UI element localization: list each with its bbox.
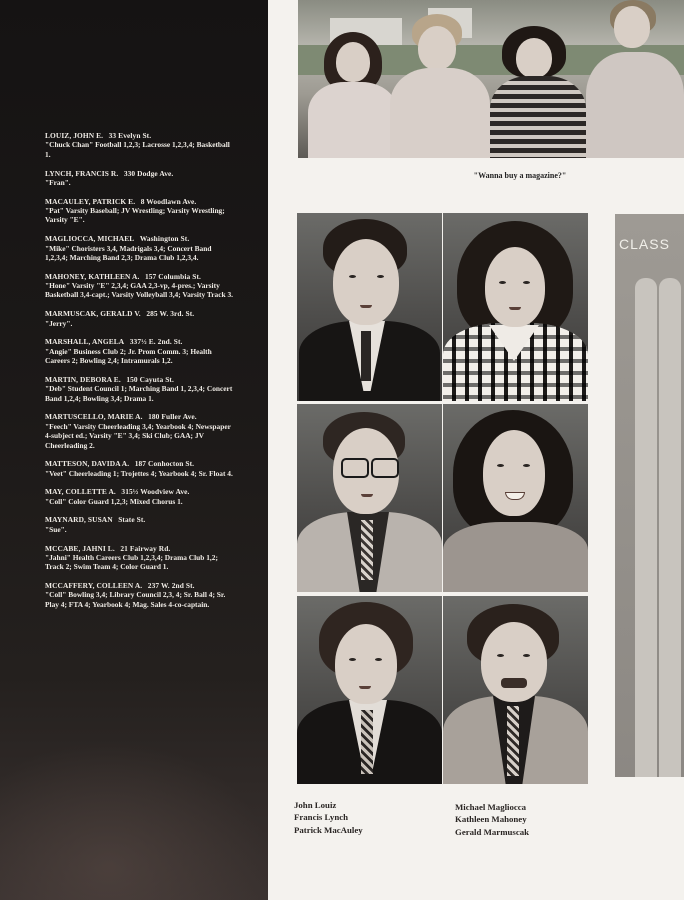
student-figure [486, 26, 586, 158]
bio-entry [45, 234, 233, 262]
bio-address: 187 Conhocton St. [134, 459, 195, 469]
portrait-name: John Louiz [294, 800, 337, 810]
bio-address: 33 Evelyn St. [108, 131, 152, 140]
portrait-john-louiz [297, 213, 442, 401]
bio-entry [45, 337, 233, 365]
bio-name: MARTUSCELLO, MARIE A. [45, 412, 143, 422]
bio-address: 180 Fuller Ave. [148, 412, 197, 422]
bio-entry [45, 272, 233, 300]
bio-details: "Jahni" Health Careers Club 1,2,3,4; Drama Club 1,2; Track 2; Swim Team 4; Color Guard 1. [45, 552, 218, 572]
bio-address: 150 Cayuta St. [126, 374, 174, 384]
bio-details: "Mike" Choristers 3,4, Madrigals 3,4; Concert Band 1,2,3,4; Marching Band 2,3; Drama Club 1,2,3,4. [45, 243, 212, 262]
bio-address: 8 Woodlawn Ave. [140, 196, 197, 206]
bio-name: MATTESON, DAVIDA A. [45, 459, 130, 469]
bio-address: Washington St. [139, 234, 190, 244]
bio-name: LYNCH, FRANCIS R. [45, 168, 119, 178]
bio-details: "Veet" Cheerleading 1; Trojettes 4; Yearbook 4; Sr. Float 4. [45, 468, 233, 478]
bio-name: MAHONEY, KATHLEEN A. [45, 271, 140, 281]
bio-address: State St. [118, 515, 146, 525]
bio-entry [45, 197, 233, 225]
bio-panel [0, 0, 272, 900]
bio-address: 21 Fairway Rd. [120, 543, 171, 553]
bio-address: 157 Columbia St. [144, 271, 201, 281]
bio-details: "Pat" Varsity Baseball; JV Wrestling; Varsity Wrestling; Varsity "E". [45, 206, 225, 225]
bio-details: "Deb" Student Council 1; Marching Band 1, 2,3,4; Concert Band 1,2,4; Bowling 3,4; Drama 1. [45, 384, 233, 403]
bio-address: 285 W. 3rd. St. [146, 309, 195, 319]
bio-address: 315½ Woodview Ave. [121, 487, 190, 497]
bio-name: MARSHALL, ANGELA [45, 337, 125, 347]
portrait-michael-magliocca [443, 404, 588, 592]
bio-entry [45, 581, 233, 609]
candid-group-photo [298, 0, 684, 158]
portrait-francis-lynch [297, 596, 442, 784]
class-sign-text: CLASS [619, 236, 670, 252]
bio-details: "Angie" Business Club 2; Jr. Prom Comm. 3; Health Careers 2; Bowling 2,4; Intramurals 1,2. [45, 346, 212, 366]
bio-list [45, 131, 233, 619]
bio-name: MARTIN, DEBORA E. [45, 374, 121, 384]
bio-name: MAGLIOCCA, MICHAEL [45, 234, 135, 244]
class-sign-photo [615, 214, 684, 777]
bio-entry [45, 412, 233, 450]
student-figure [308, 30, 398, 158]
bio-address: 337½ E. 2nd. St. [129, 337, 183, 347]
bio-entry [45, 515, 233, 534]
bio-name: MARMUSCAK, GERALD V. [45, 309, 141, 319]
bio-entry [45, 544, 233, 572]
portrait-gerald-marmuscak [443, 596, 588, 784]
bio-entry [45, 169, 233, 188]
bio-name: MCCAFFERY, COLLEEN A. [45, 581, 143, 591]
portrait-names-right [455, 801, 605, 838]
bio-entry [45, 459, 233, 478]
bio-details: "Sue". [45, 524, 67, 534]
bio-name: MAYNARD, SUSAN [45, 515, 113, 525]
bio-details: "Chuck Chan" Football 1,2,3; Lacrosse 1,2,3,4; Basketball 1. [45, 140, 230, 159]
student-figure [586, 0, 684, 158]
portrait-name: Michael Magliocca [455, 802, 527, 812]
bio-address: 330 Dodge Ave. [123, 168, 174, 178]
bio-details: "Hone" Varsity "E" 2,3,4; GAA 2,3-vp, 4-pres.; Varsity Basketball 3,4-capt.; Varsity Volleyball 3,4; Varsity Track 3. [45, 281, 233, 300]
bio-details: "Feech" Varsity Cheerleading 3,4; Yearbook 4; Newspaper 4-subject ed.; Varsity "E" 3,4; Ski Club; GAA; JV Cheerleading 2. [45, 421, 231, 450]
bio-name: MAY, COLLETTE A. [45, 487, 116, 497]
candid-caption: "Wanna buy a magazine?" [473, 171, 567, 180]
bio-entry [45, 375, 233, 403]
bio-name: LOUIZ, JOHN E. [45, 131, 104, 140]
bio-details: "Coll" Color Guard 1,2,3; Mixed Chorus 1. [45, 496, 183, 506]
bio-name: MCCABE, JAHNI L. [45, 543, 115, 553]
bio-details: "Fran". [45, 177, 71, 187]
bio-name: MACAULEY, PATRICK E. [45, 196, 136, 206]
portrait-name: Kathleen Mahoney [455, 814, 527, 825]
student-figure [390, 14, 490, 158]
bio-entry [45, 131, 233, 159]
portrait-name: Patrick MacAuley [294, 824, 363, 835]
bio-details: "Jerry". [45, 318, 73, 328]
portrait-names-left [294, 799, 434, 836]
mustache [501, 678, 527, 688]
bio-entry [45, 487, 233, 506]
bio-entry [45, 309, 233, 328]
bio-address: 237 W. 2nd St. [147, 581, 195, 591]
portrait-kathleen-mahoney [443, 213, 588, 401]
bio-details: "Coll" Bowling 3,4; Library Council 2,3, 4; Sr. Ball 4; Sr. Play 4; FTA 4; Yearbook 4; Mag. Sales 4-co-captain. [45, 590, 226, 609]
portrait-name: Francis Lynch [294, 812, 349, 823]
portrait-name: Gerald Marmuscak [455, 826, 530, 837]
portrait-patrick-macauley [297, 404, 442, 592]
